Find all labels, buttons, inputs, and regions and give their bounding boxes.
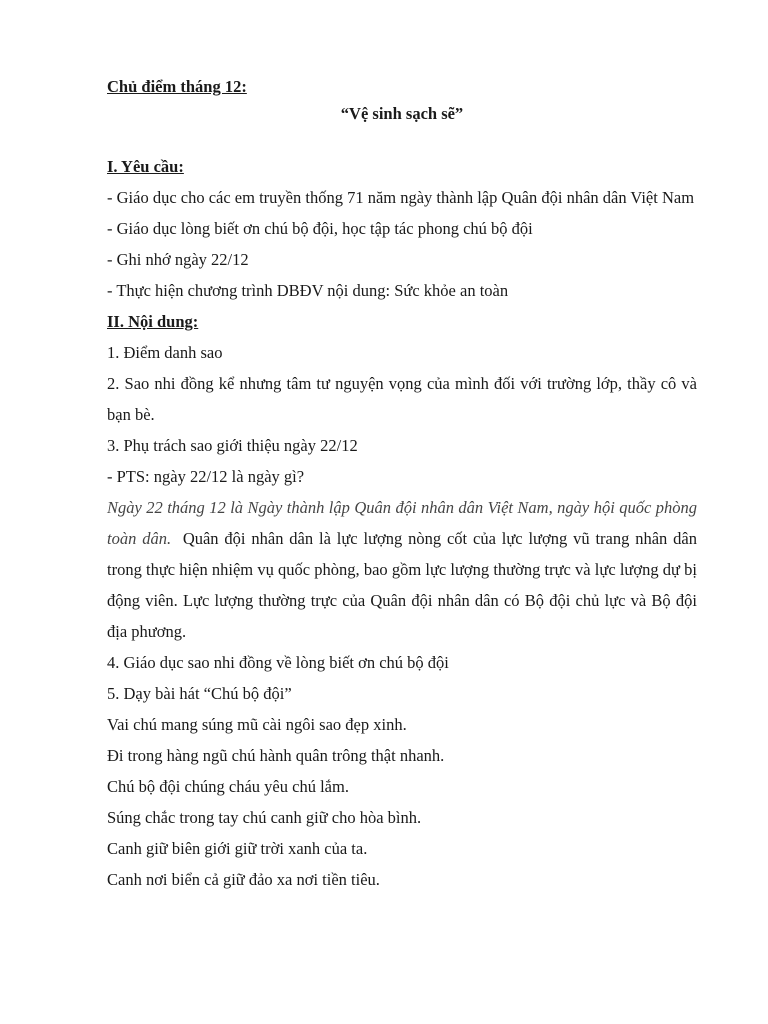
requirement-item-3: - Ghi nhớ ngày 22/12 <box>107 250 249 269</box>
topic-label: Chủ điểm tháng 12: <box>107 77 247 96</box>
section1-heading: I. Yêu cầu: <box>107 157 184 176</box>
requirement-item-1: - Giáo dục cho các em truyền thống 71 năm ngày thành lập Quân đội nhân dân Việt Nam <box>107 188 695 207</box>
requirement-item-2: - Giáo dục lòng biết ơn chú bộ đội, học tập tác phong chú bộ đội <box>107 219 533 238</box>
content-item-question: - PTS: ngày 22/12 là ngày gì? <box>107 467 305 486</box>
document-title: “Vệ sinh sạch sẽ” <box>340 104 464 123</box>
requirement-item-4: - Thực hiện chương trình DBĐV nội dung: Sức khỏe an toàn <box>107 281 509 300</box>
history-paragraph-text: Quân đội nhân dân là lực lượng nòng cốt của lực lượng vũ trang nhân dân trong thực hiện nhiệm vụ quốc phòng, bao gồm lực lượng thường trực và lực lượng dự bị động viên. Lực lượng thường trực của Quân đội nhân dân có Bộ đội chủ lực và Bộ đội địa phương. <box>107 529 697 641</box>
song-line: Canh nơi biển cả giữ đảo xa nơi tiền tiêu. <box>107 870 380 889</box>
section2-heading: II. Nội dung: <box>107 312 199 331</box>
history-paragraph-italic: Ngày 22 tháng 12 là Ngày thành lập Quân đội nhân dân Việt Nam, ngày hội quốc phòng toàn dân. <box>107 498 697 548</box>
content-item-2: 2. Sao nhi đồng kể nhưng tâm tư nguyện vọng của mình đối với trường lớp, thầy cô và bạn bè. <box>107 374 697 424</box>
history-paragraph <box>107 492 697 647</box>
song-line: Vai chú mang súng mũ cài ngôi sao đẹp xinh. <box>107 715 407 734</box>
song-line: Súng chắc trong tay chú canh giữ cho hòa bình. <box>107 808 422 827</box>
content-item-5: 5. Dạy bài hát “Chú bộ đội” <box>107 684 292 703</box>
content-item-4: 4. Giáo dục sao nhi đồng về lòng biết ơn chú bộ đội <box>107 653 449 672</box>
song-line: Đi trong hàng ngũ chú hành quân trông thật nhanh. <box>107 746 445 765</box>
song-line: Chú bộ đội chúng cháu yêu chú lắm. <box>107 777 349 796</box>
document-page <box>107 71 697 895</box>
content-item-3: 3. Phụ trách sao giới thiệu ngày 22/12 <box>107 436 358 455</box>
spacer <box>107 129 697 151</box>
song-line: Canh giữ biên giới giữ trời xanh của ta. <box>107 839 368 858</box>
content-item-1: 1. Điểm danh sao <box>107 343 223 362</box>
